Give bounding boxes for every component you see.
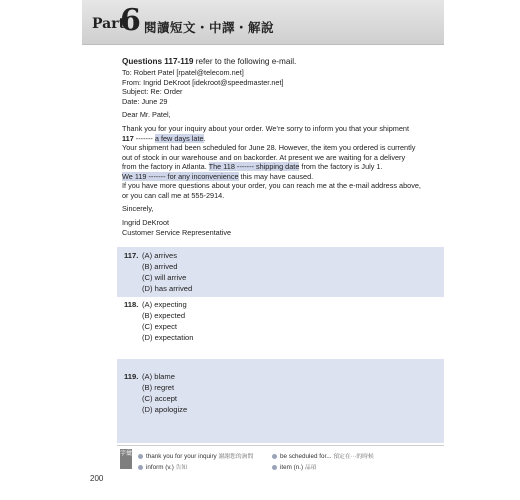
- email-body-line: or you can call me at 555-2914.: [122, 190, 225, 200]
- highlight: The 118 ------- shipping date: [208, 162, 300, 171]
- vocab-item: item (n.) 品項: [272, 462, 316, 471]
- vocab-tag: 字彙: [120, 449, 132, 469]
- option-d[interactable]: (D) has arrived: [142, 284, 193, 293]
- option-c[interactable]: (C) expect: [142, 322, 178, 331]
- question-range: Questions 117-119: [122, 57, 194, 66]
- highlight: a few days late: [154, 133, 204, 143]
- vocab-item: inform (v.) 告知: [138, 462, 187, 471]
- option-c[interactable]: (C) accept: [142, 394, 178, 403]
- part-title: 閱讀短文・中譯・解說: [144, 21, 275, 35]
- option-c[interactable]: (C) will arrive: [142, 273, 187, 282]
- part-header: [82, 0, 444, 45]
- page-number: 200: [90, 474, 104, 483]
- option-a[interactable]: (A) expecting: [142, 300, 187, 309]
- email-body-line: We 119 ------- for any inconvenience this may have caused.: [122, 171, 314, 181]
- question-number: 119.: [124, 372, 139, 381]
- email-body-line: Your shipment had been scheduled for June 28. However, the item you ordered is currently: [122, 143, 416, 152]
- option-b[interactable]: (B) regret: [142, 383, 175, 392]
- blank-117-label: 117: [122, 133, 134, 143]
- signature-title: Customer Service Representative: [122, 227, 232, 237]
- option-b[interactable]: (B) expected: [142, 311, 186, 320]
- vocab-item: thank you for your inquiry 謝謝您的詢問: [138, 451, 253, 460]
- vocab-item: be scheduled for... 預定在⋯的時候: [272, 451, 374, 460]
- email-body-line: out of stock in our warehouse and on backorder. At present we are waiting for a delivery: [122, 152, 406, 162]
- email-body-line: If you have more questions about your order, you can reach me at the e-mail address above,: [122, 181, 421, 190]
- email-closing: Sincerely,: [122, 204, 154, 213]
- option-a[interactable]: (A) arrives: [142, 251, 178, 260]
- email-body-line: from the factory in Atlanta. The 118 ------- shipping date from the factory is July 1.: [122, 162, 383, 171]
- highlight: We 119 ------- for any inconvenience: [122, 171, 239, 181]
- signature-name: Ingrid DeKroot: [122, 218, 170, 227]
- question-title: [122, 57, 296, 66]
- option-d[interactable]: (D) expectation: [142, 333, 194, 342]
- email-subject: Subject: Re: Order: [122, 87, 183, 96]
- bullet-icon: [272, 454, 277, 459]
- question-number: 118.: [124, 300, 139, 309]
- bullet-icon: [138, 465, 143, 470]
- email-date: Date: June 29: [122, 96, 168, 106]
- email-to: To: Robert Patel [rpatel@telecom.net]: [122, 68, 244, 77]
- bullet-icon: [138, 454, 143, 459]
- email-from: From: Ingrid DeKroot [idekroot@speedmaster.net]: [122, 77, 284, 87]
- option-d[interactable]: (D) apologize: [142, 405, 188, 414]
- bullet-icon: [272, 465, 277, 470]
- option-b[interactable]: (B) arrived: [142, 262, 178, 271]
- question-instruction: refer to the following e-mail.: [193, 57, 297, 66]
- email-body-line: Thank you for your inquiry about your order. We’re sorry to inform you that your shipment: [122, 124, 410, 133]
- question-number: 117.: [124, 251, 139, 260]
- part-number: 6: [120, 3, 141, 38]
- option-a[interactable]: (A) blame: [142, 372, 175, 381]
- part-label: Part: [92, 16, 126, 32]
- email-greeting: Dear Mr. Patel,: [122, 110, 171, 119]
- email-body-line: 117 ------- a few days late.: [122, 133, 206, 143]
